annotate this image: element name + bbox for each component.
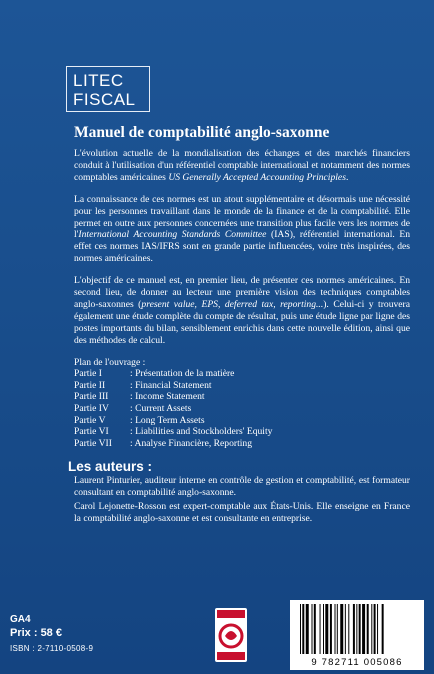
barcode-bar [323,604,324,654]
authors-section [68,459,410,525]
price: Prix : 58 € [10,627,62,639]
toc-item [74,380,410,392]
paragraph-knowledge-end: (IAS), référentiel international. En effet ces normes IAS/IFRS sont en grande partie influencées, voire très inspirées, des normes américaines. [74,229,411,265]
authors-heading: Les auteurs : [68,459,153,475]
barcode-bar [335,604,336,654]
barcode-bar [312,604,313,654]
toc-part: Partie IV [74,402,109,414]
paragraph-knowledge-text: La connaissance de ces normes est un atout supplémentaire et désormais une nécessité pour les personnes travaillant dans le monde de la finance et de la comptabilité. Elle permet en outre aux personnes concernées une transition plus facile vers les normes de l' [74,193,410,241]
barcode-number: 9 782711 005086 [311,657,403,668]
main-content [68,124,411,527]
paragraph-knowledge-italic: International Accounting Standards Committee [78,229,267,241]
toc-label: : Long Term Assets [130,414,205,426]
author-bio-1: Laurent Pinturier, auditeur interne en contrôle de gestion et comptabilité, est formateur consultant en comptabilité anglo-saxonne. [74,475,410,499]
barcode-bar [374,604,376,654]
toc-item [74,391,410,403]
paragraph-objective-italic: present value, EPS, deferred tax, reporting... [141,298,324,310]
barcode-bar [306,604,309,654]
barcode-bar [345,604,346,654]
barcode-bar [337,604,338,654]
toc-item [74,415,410,427]
product-code: GA4 [10,614,31,625]
danger-photocopillage-logo [213,606,249,664]
barcode-bar [340,604,343,654]
barcode-bar [320,604,321,654]
toc-item [74,368,410,380]
logo-line-1: LITEC [73,71,124,90]
barcode-bar [302,604,304,654]
barcode-bar [325,604,328,654]
barcode-bar [382,604,384,654]
toc-item [74,403,410,415]
price-block [10,614,93,655]
toc-label: : Analyse Financière, Reporting [130,437,253,449]
barcode [290,600,424,670]
toc-label: : Income Statement [130,391,205,403]
barcode-bar [348,604,349,654]
barcode-bar [314,604,316,654]
toc-part: Partie VI [74,426,109,438]
toc-part: Partie III [74,391,109,403]
toc-part: Partie V [74,414,106,426]
barcode-bar [371,604,372,654]
barcode-bar [330,604,332,654]
paragraph-intro [74,148,410,184]
litec-fiscal-logo [66,66,150,112]
logo-line-2: FISCAL [73,90,136,109]
toc-label: : Liabilities and Stockholders' Equity [130,426,273,438]
paragraph-knowledge [74,194,410,265]
author-bio-2: Carol Lejonette-Rosson est expert-comptable aux États-Unis. Elle enseigne en France la comptabilité anglo-saxonne et est consultante en entreprise. [74,501,410,525]
barcode-bar [377,604,378,654]
paragraph-objective-text: L'objectif de ce manuel est, en premier lieu, de présenter ces normes américaines. En second lieu, de donner au lecteur une première vision des techniques comptables anglo-saxonnes ( [74,275,410,310]
toc-part: Partie VII [74,437,112,449]
barcode-bar [367,604,369,654]
paragraph-intro-end: . [345,171,349,183]
barcode-bar [356,604,357,654]
barcode-bar [362,604,365,654]
toc-heading: Plan de l'ouvrage : [74,356,146,368]
toc-item [74,438,410,450]
toc-label: : Présentation de la matière [130,368,235,380]
toc-label: : Financial Statement [130,379,212,391]
barcode-bar [353,604,355,654]
paragraph-intro-text: L'évolution actuelle de la mondialisation des échanges et des marchés financiers conduit à l'utilisation d'un référentiel comptable international et notamment des normes comptables américaines [74,148,410,183]
paragraph-objective-end: ). Celui-ci y trouvera également une étude complète du compte de résultat, puis une étude ligne par ligne des postes importants du bilan, sensiblement enrichis dans cette nouvelle édition, ainsi que des méthodes de calcul. [74,298,410,346]
toc-part: Partie II [74,379,106,391]
isbn: ISBN : 2-7110-0508-9 [10,644,94,653]
barcode-bar [359,604,361,654]
toc-label: : Current Assets [130,402,192,414]
toc-part: Partie I [74,368,102,380]
book-title: Manuel de comptabilité anglo-saxonne [74,124,330,141]
barcode-bar [300,604,301,654]
barcode-bars [298,604,416,654]
paragraph-objective [74,275,410,346]
table-of-contents [74,357,410,450]
paragraph-intro-italic: US Generally Accepted Accounting Principles [168,171,346,183]
toc-item [74,426,410,438]
